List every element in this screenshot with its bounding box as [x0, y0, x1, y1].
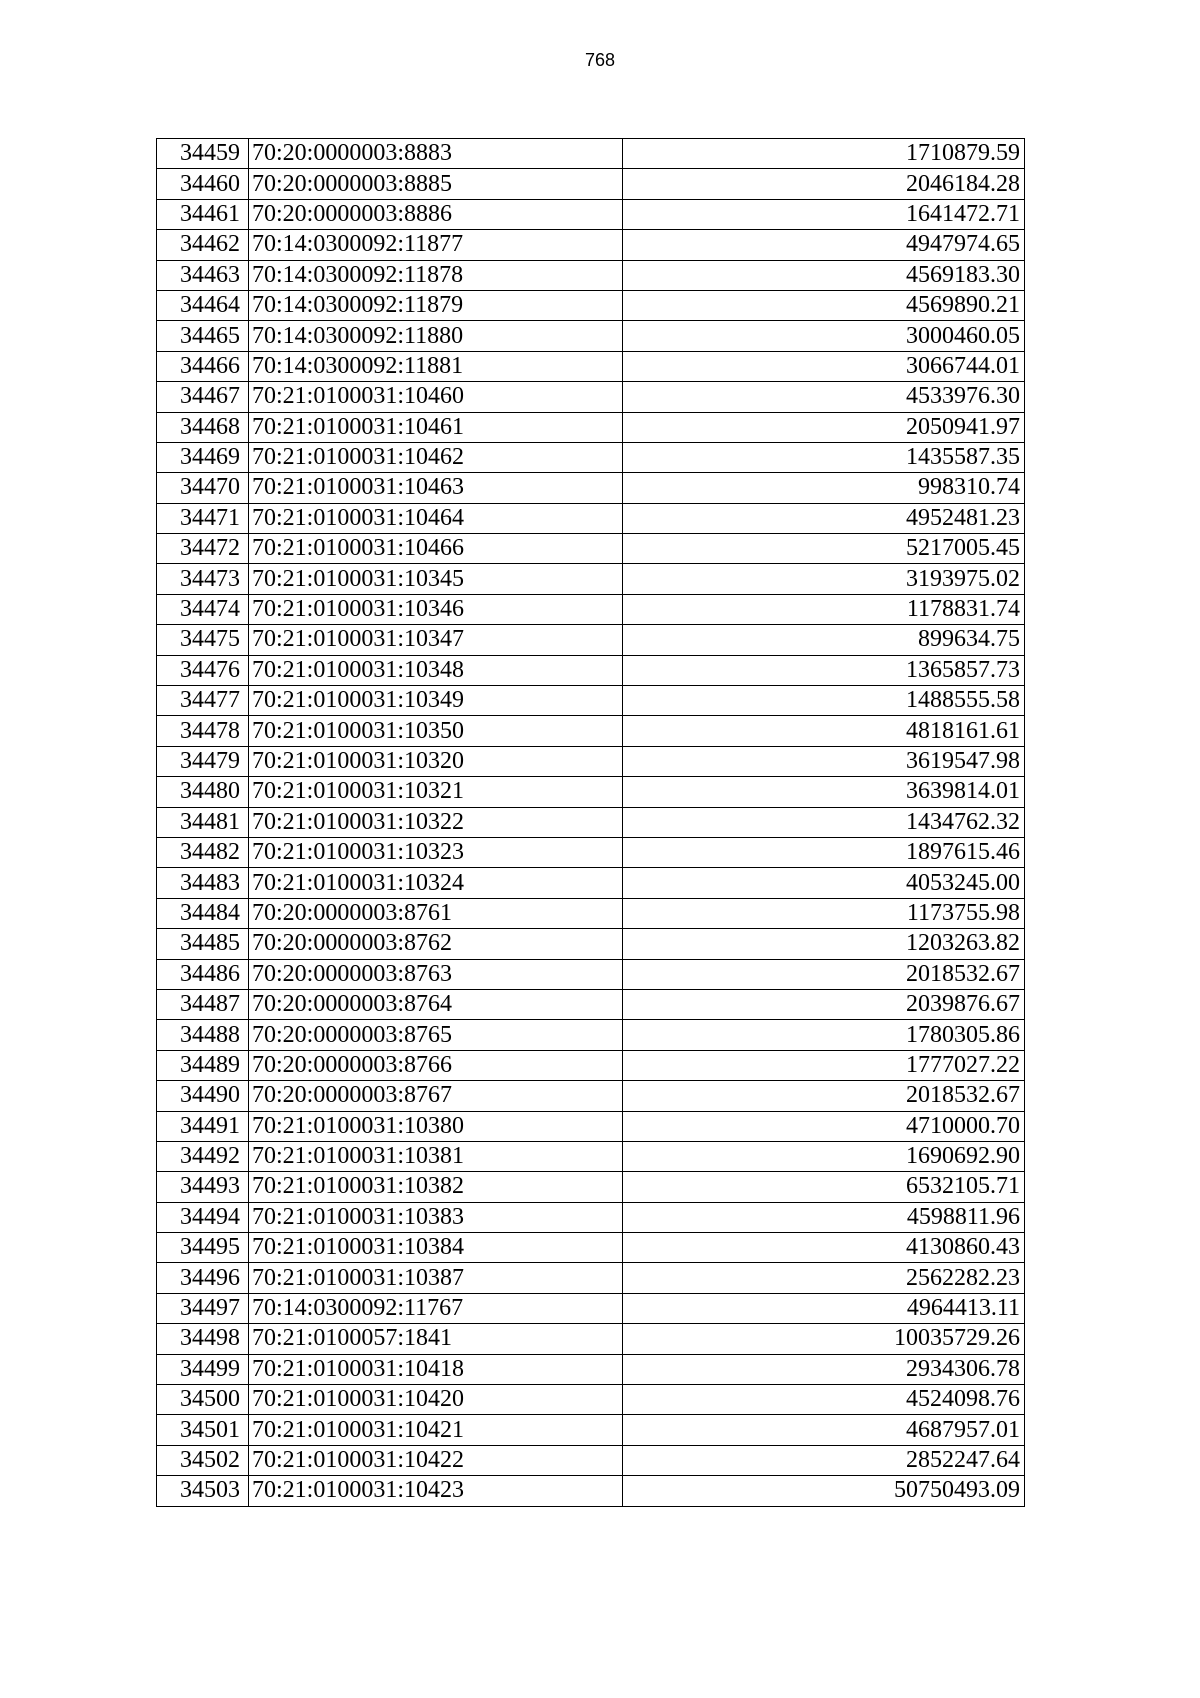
cadastral-value-cell: 1780305.86 [623, 1020, 1025, 1050]
cadastral-number-cell: 70:21:0100031:10420 [249, 1385, 623, 1415]
cadastral-number-cell: 70:21:0100031:10423 [249, 1476, 623, 1506]
row-number-cell: 34502 [157, 1445, 249, 1475]
cadastral-number-cell: 70:21:0100031:10347 [249, 625, 623, 655]
cadastral-value-cell: 4569183.30 [623, 260, 1025, 290]
cadastral-value-cell: 50750493.09 [623, 1476, 1025, 1506]
table-row [157, 837, 1025, 867]
cadastral-value-cell: 1690692.90 [623, 1141, 1025, 1171]
cadastral-number-cell: 70:21:0100031:10324 [249, 868, 623, 898]
cadastral-number-cell: 70:21:0100031:10383 [249, 1202, 623, 1232]
cadastral-number-cell: 70:20:0000003:8761 [249, 898, 623, 928]
cadastral-number-cell: 70:20:0000003:8763 [249, 959, 623, 989]
table-row [157, 290, 1025, 320]
cadastral-value-cell: 4947974.65 [623, 230, 1025, 260]
table-row [157, 989, 1025, 1019]
table-row [157, 807, 1025, 837]
cadastral-value-cell: 1777027.22 [623, 1050, 1025, 1080]
page-number: 768 [584, 50, 616, 70]
cadastral-number-cell: 70:14:0300092:11880 [249, 321, 623, 351]
table-row [157, 655, 1025, 685]
table-row [157, 139, 1025, 169]
cadastral-number-cell: 70:20:0000003:8764 [249, 989, 623, 1019]
cadastral-number-cell: 70:20:0000003:8886 [249, 199, 623, 229]
table-row [157, 199, 1025, 229]
row-number-cell: 34490 [157, 1081, 249, 1111]
row-number-cell: 34464 [157, 290, 249, 320]
table-row [157, 1293, 1025, 1323]
cadastral-number-cell: 70:21:0100031:10350 [249, 716, 623, 746]
cadastral-value-cell: 2050941.97 [623, 412, 1025, 442]
table-row [157, 442, 1025, 472]
table-row [157, 534, 1025, 564]
cadastral-number-cell: 70:21:0100031:10322 [249, 807, 623, 837]
cadastral-number-cell: 70:21:0100031:10380 [249, 1111, 623, 1141]
table-row [157, 959, 1025, 989]
cadastral-number-cell: 70:20:0000003:8762 [249, 929, 623, 959]
table-row [157, 1476, 1025, 1506]
row-number-cell: 34481 [157, 807, 249, 837]
table-row [157, 321, 1025, 351]
row-number-cell: 34465 [157, 321, 249, 351]
table-row [157, 1263, 1025, 1293]
row-number-cell: 34482 [157, 837, 249, 867]
table-row [157, 230, 1025, 260]
row-number-cell: 34485 [157, 929, 249, 959]
row-number-cell: 34460 [157, 169, 249, 199]
cadastral-value-cell: 1365857.73 [623, 655, 1025, 685]
row-number-cell: 34496 [157, 1263, 249, 1293]
table-row [157, 1385, 1025, 1415]
cadastral-value-cell: 4964413.11 [623, 1293, 1025, 1323]
cadastral-number-cell: 70:20:0000003:8766 [249, 1050, 623, 1080]
table-row [157, 1020, 1025, 1050]
cadastral-value-cell: 3193975.02 [623, 564, 1025, 594]
row-number-cell: 34501 [157, 1415, 249, 1445]
row-number-cell: 34472 [157, 534, 249, 564]
cadastral-number-cell: 70:14:0300092:11767 [249, 1293, 623, 1323]
cadastral-number-cell: 70:14:0300092:11877 [249, 230, 623, 260]
cadastral-number-cell: 70:21:0100057:1841 [249, 1324, 623, 1354]
cadastral-value-cell: 4053245.00 [623, 868, 1025, 898]
cadastral-number-cell: 70:21:0100031:10382 [249, 1172, 623, 1202]
row-number-cell: 34474 [157, 594, 249, 624]
cadastral-number-cell: 70:21:0100031:10348 [249, 655, 623, 685]
cadastral-value-cell: 2046184.28 [623, 169, 1025, 199]
row-number-cell: 34486 [157, 959, 249, 989]
cadastral-value-table [156, 138, 1025, 1507]
row-number-cell: 34477 [157, 686, 249, 716]
table-row [157, 1233, 1025, 1263]
table-row [157, 473, 1025, 503]
cadastral-number-cell: 70:21:0100031:10346 [249, 594, 623, 624]
cadastral-value-cell: 4130860.43 [623, 1233, 1025, 1263]
cadastral-value-cell: 1897615.46 [623, 837, 1025, 867]
cadastral-number-cell: 70:21:0100031:10345 [249, 564, 623, 594]
cadastral-value-cell: 1710879.59 [623, 139, 1025, 169]
row-number-cell: 34487 [157, 989, 249, 1019]
row-number-cell: 34461 [157, 199, 249, 229]
row-number-cell: 34497 [157, 1293, 249, 1323]
cadastral-number-cell: 70:21:0100031:10466 [249, 534, 623, 564]
cadastral-number-cell: 70:21:0100031:10463 [249, 473, 623, 503]
row-number-cell: 34492 [157, 1141, 249, 1171]
cadastral-number-cell: 70:14:0300092:11879 [249, 290, 623, 320]
table-row [157, 564, 1025, 594]
cadastral-value-cell: 2039876.67 [623, 989, 1025, 1019]
table-row [157, 412, 1025, 442]
row-number-cell: 34475 [157, 625, 249, 655]
cadastral-value-cell: 2018532.67 [623, 959, 1025, 989]
table-row [157, 1111, 1025, 1141]
row-number-cell: 34484 [157, 898, 249, 928]
cadastral-number-cell: 70:21:0100031:10464 [249, 503, 623, 533]
cadastral-value-cell: 4524098.76 [623, 1385, 1025, 1415]
row-number-cell: 34499 [157, 1354, 249, 1384]
table-row [157, 716, 1025, 746]
cadastral-value-cell: 3639814.01 [623, 777, 1025, 807]
table-row [157, 260, 1025, 290]
row-number-cell: 34480 [157, 777, 249, 807]
cadastral-value-cell: 1435587.35 [623, 442, 1025, 472]
cadastral-value-cell: 4598811.96 [623, 1202, 1025, 1232]
row-number-cell: 34503 [157, 1476, 249, 1506]
cadastral-number-cell: 70:21:0100031:10320 [249, 746, 623, 776]
cadastral-value-cell: 998310.74 [623, 473, 1025, 503]
cadastral-value-cell: 2852247.64 [623, 1445, 1025, 1475]
table-row [157, 1050, 1025, 1080]
table-row [157, 868, 1025, 898]
table-row [157, 1354, 1025, 1384]
row-number-cell: 34493 [157, 1172, 249, 1202]
cadastral-number-cell: 70:21:0100031:10462 [249, 442, 623, 472]
row-number-cell: 34473 [157, 564, 249, 594]
row-number-cell: 34462 [157, 230, 249, 260]
cadastral-value-cell: 1173755.98 [623, 898, 1025, 928]
table-row [157, 1172, 1025, 1202]
table-row [157, 1202, 1025, 1232]
cadastral-number-cell: 70:21:0100031:10381 [249, 1141, 623, 1171]
cadastral-number-cell: 70:14:0300092:11878 [249, 260, 623, 290]
row-number-cell: 34463 [157, 260, 249, 290]
row-number-cell: 34495 [157, 1233, 249, 1263]
cadastral-value-cell: 10035729.26 [623, 1324, 1025, 1354]
cadastral-number-cell: 70:21:0100031:10421 [249, 1415, 623, 1445]
cadastral-value-cell: 1178831.74 [623, 594, 1025, 624]
table-row [157, 169, 1025, 199]
cadastral-value-cell: 4710000.70 [623, 1111, 1025, 1141]
table-row [157, 1415, 1025, 1445]
row-number-cell: 34479 [157, 746, 249, 776]
table-row [157, 686, 1025, 716]
cadastral-value-cell: 3066744.01 [623, 351, 1025, 381]
table-row [157, 1141, 1025, 1171]
table-body [157, 139, 1025, 1507]
cadastral-number-cell: 70:14:0300092:11881 [249, 351, 623, 381]
row-number-cell: 34466 [157, 351, 249, 381]
row-number-cell: 34500 [157, 1385, 249, 1415]
cadastral-value-cell: 2018532.67 [623, 1081, 1025, 1111]
table-row [157, 777, 1025, 807]
cadastral-value-cell: 4687957.01 [623, 1415, 1025, 1445]
cadastral-value-cell: 4533976.30 [623, 382, 1025, 412]
row-number-cell: 34468 [157, 412, 249, 442]
row-number-cell: 34470 [157, 473, 249, 503]
cadastral-number-cell: 70:20:0000003:8885 [249, 169, 623, 199]
row-number-cell: 34469 [157, 442, 249, 472]
row-number-cell: 34489 [157, 1050, 249, 1080]
cadastral-value-cell: 1434762.32 [623, 807, 1025, 837]
cadastral-value-cell: 6532105.71 [623, 1172, 1025, 1202]
table-row [157, 1324, 1025, 1354]
cadastral-value-cell: 899634.75 [623, 625, 1025, 655]
cadastral-number-cell: 70:20:0000003:8765 [249, 1020, 623, 1050]
table-row [157, 351, 1025, 381]
cadastral-number-cell: 70:21:0100031:10387 [249, 1263, 623, 1293]
cadastral-number-cell: 70:21:0100031:10418 [249, 1354, 623, 1384]
cadastral-number-cell: 70:21:0100031:10384 [249, 1233, 623, 1263]
cadastral-value-cell: 3619547.98 [623, 746, 1025, 776]
cadastral-number-cell: 70:21:0100031:10422 [249, 1445, 623, 1475]
cadastral-number-cell: 70:20:0000003:8767 [249, 1081, 623, 1111]
cadastral-value-cell: 1203263.82 [623, 929, 1025, 959]
table-row [157, 625, 1025, 655]
cadastral-number-cell: 70:21:0100031:10321 [249, 777, 623, 807]
row-number-cell: 34467 [157, 382, 249, 412]
row-number-cell: 34471 [157, 503, 249, 533]
row-number-cell: 34478 [157, 716, 249, 746]
table-row [157, 746, 1025, 776]
cadastral-number-cell: 70:21:0100031:10461 [249, 412, 623, 442]
table-row [157, 503, 1025, 533]
cadastral-value-cell: 4818161.61 [623, 716, 1025, 746]
cadastral-value-cell: 1641472.71 [623, 199, 1025, 229]
cadastral-value-cell: 2934306.78 [623, 1354, 1025, 1384]
table-row [157, 382, 1025, 412]
table-row [157, 929, 1025, 959]
row-number-cell: 34459 [157, 139, 249, 169]
cadastral-number-cell: 70:21:0100031:10323 [249, 837, 623, 867]
row-number-cell: 34494 [157, 1202, 249, 1232]
table-row [157, 1445, 1025, 1475]
cadastral-number-cell: 70:20:0000003:8883 [249, 139, 623, 169]
row-number-cell: 34483 [157, 868, 249, 898]
row-number-cell: 34476 [157, 655, 249, 685]
cadastral-number-cell: 70:21:0100031:10460 [249, 382, 623, 412]
cadastral-value-cell: 4569890.21 [623, 290, 1025, 320]
row-number-cell: 34488 [157, 1020, 249, 1050]
cadastral-value-cell: 5217005.45 [623, 534, 1025, 564]
row-number-cell: 34498 [157, 1324, 249, 1354]
cadastral-value-cell: 2562282.23 [623, 1263, 1025, 1293]
table-row [157, 594, 1025, 624]
table-row [157, 898, 1025, 928]
cadastral-value-cell: 1488555.58 [623, 686, 1025, 716]
cadastral-number-cell: 70:21:0100031:10349 [249, 686, 623, 716]
table-row [157, 1081, 1025, 1111]
cadastral-value-cell: 3000460.05 [623, 321, 1025, 351]
row-number-cell: 34491 [157, 1111, 249, 1141]
cadastral-value-cell: 4952481.23 [623, 503, 1025, 533]
